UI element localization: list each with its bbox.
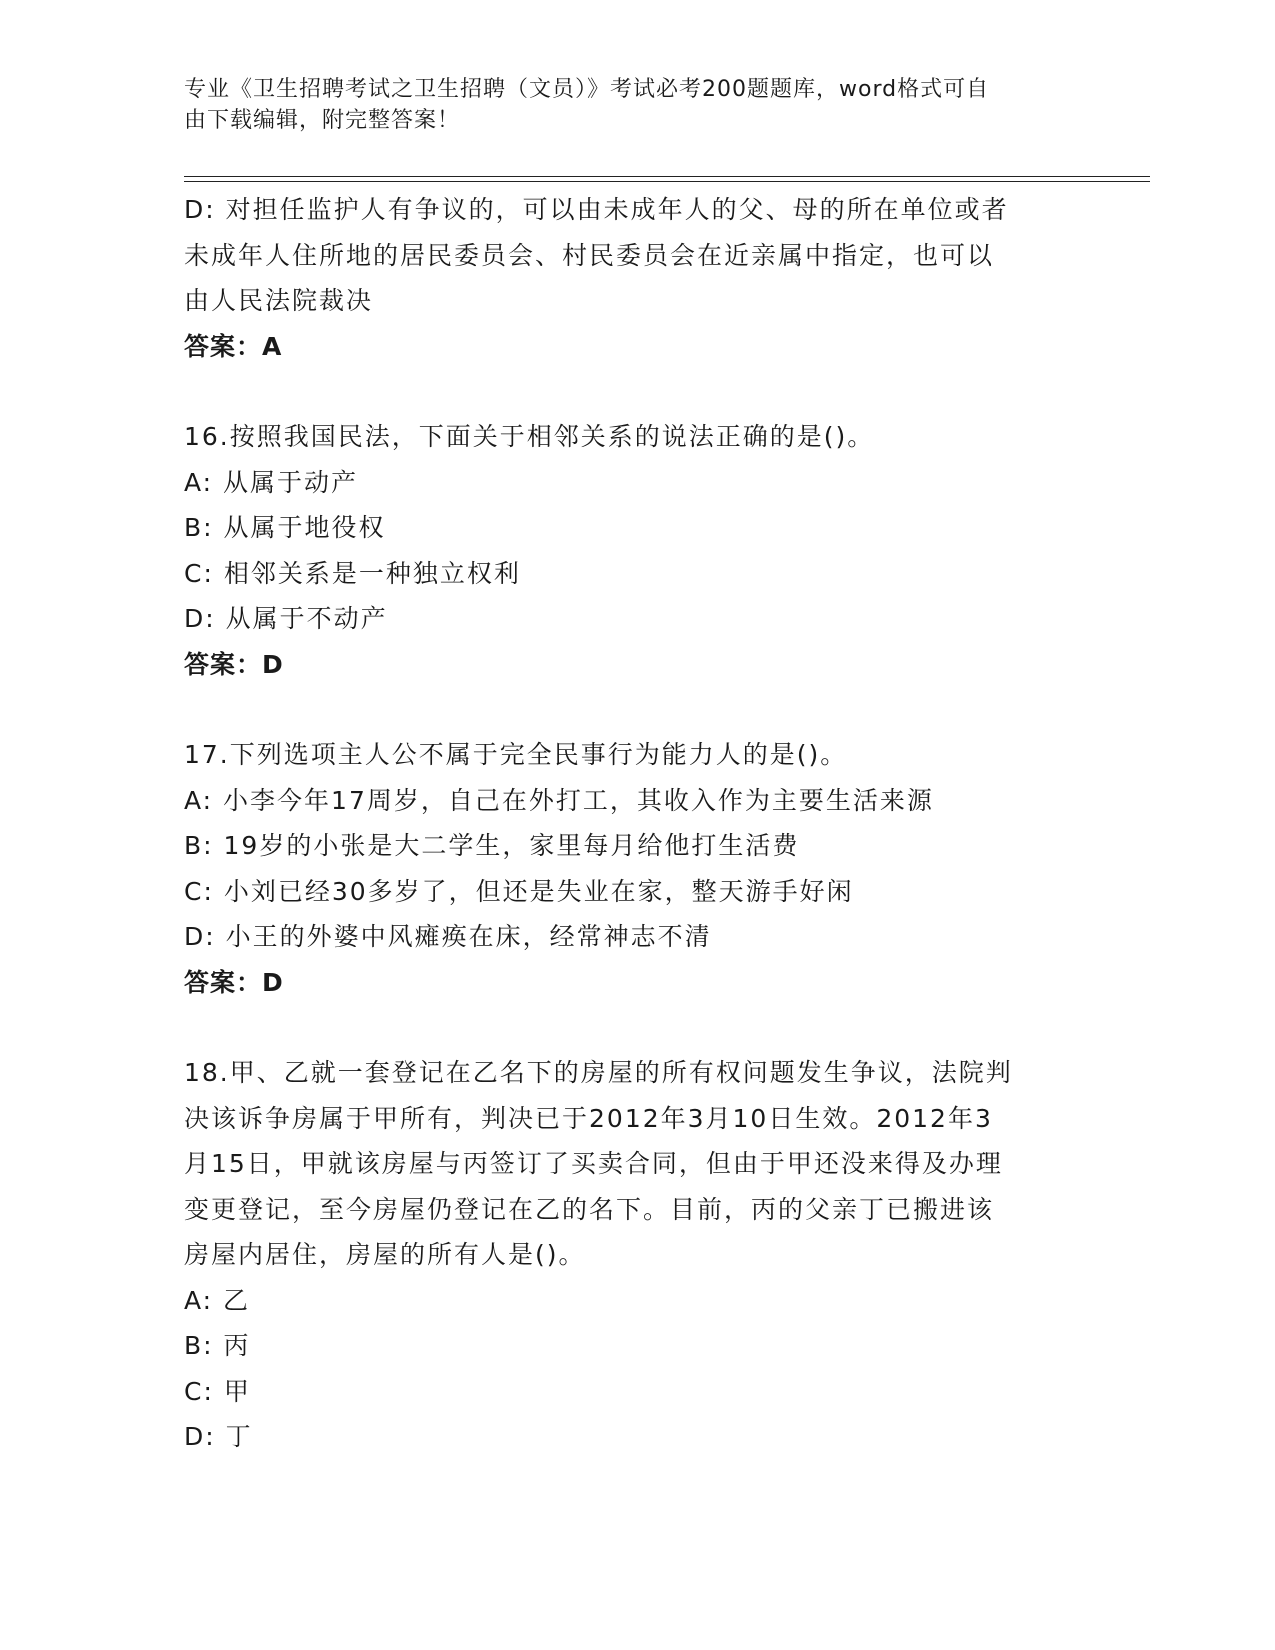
question-stem: 17.下列选项主人公不属于完全民事行为能力人的是()。 [184,740,848,769]
document-body [184,187,1084,1460]
answer-line: 答案：D [184,649,284,679]
question-stem-line-1: 18.甲、乙就一套登记在乙名下的房屋的所有权问题发生争议，法院判 [184,1058,1013,1087]
option-d-line-2: 未成年人住所地的居民委员会、村民委员会在近亲属中指定，也可以 [184,240,995,270]
option-c: C: 相邻关系是一种独立权利 [184,558,521,588]
question-16 [184,414,1084,687]
header-line-1: 专业《卫生招聘考试之卫生招聘（文员）》考试必考200题题库，word格式可自 [184,77,990,102]
question-stem-line-5: 房屋内居住，房屋的所有人是()。 [184,1240,586,1269]
option-a: A: 从属于动产 [184,467,359,497]
document-header [184,74,1064,136]
spacer [184,1005,1084,1050]
header-divider-top [184,176,1150,177]
question-stem: 16.按照我国民法，下面关于相邻关系的说法正确的是()。 [184,422,875,451]
question-17 [184,732,1084,1005]
option-b: B: 丙 [184,1331,251,1360]
option-d: D: 丁 [184,1422,253,1451]
option-d-line-3: 由人民法院裁决 [184,286,374,315]
option-a: A: 乙 [184,1285,251,1315]
option-a: A: 小李今年17周岁，自己在外打工，其收入作为主要生活来源 [184,785,934,815]
option-c: C: 小刘已经30多岁了，但还是失业在家，整天游手好闲 [184,876,854,906]
spacer [184,687,1084,732]
question-stem-line-2: 决该诉争房属于甲所有，判决已于2012年3月10日生效。2012年3 [184,1103,993,1133]
answer-line: 答案：D [184,967,284,997]
option-b: B: 从属于地役权 [184,513,386,542]
spacer [184,369,1084,414]
option-b: B: 19岁的小张是大二学生，家里每月给他打生活费 [184,831,800,860]
question-stem-line-4: 变更登记，至今房屋仍登记在乙的名下。目前，丙的父亲丁已搬进该 [184,1194,995,1224]
header-divider-bottom [184,181,1150,182]
header-line-2: 由下载编辑，附完整答案！ [184,108,461,133]
option-d: D: 从属于不动产 [184,604,388,633]
option-c: C: 甲 [184,1376,251,1406]
previous-question-tail [184,187,1084,369]
question-stem-line-3: 月15日，甲就该房屋与丙签订了买卖合同，但由于甲还没来得及办理 [184,1149,1003,1178]
question-18 [184,1050,1084,1460]
option-d: D: 小王的外婆中风瘫痪在床，经常神志不清 [184,922,712,951]
answer-line: 答案：A [184,331,283,361]
option-d-line-1: D: 对担任监护人有争议的，可以由未成年人的父、母的所在单位或者 [184,195,1009,224]
